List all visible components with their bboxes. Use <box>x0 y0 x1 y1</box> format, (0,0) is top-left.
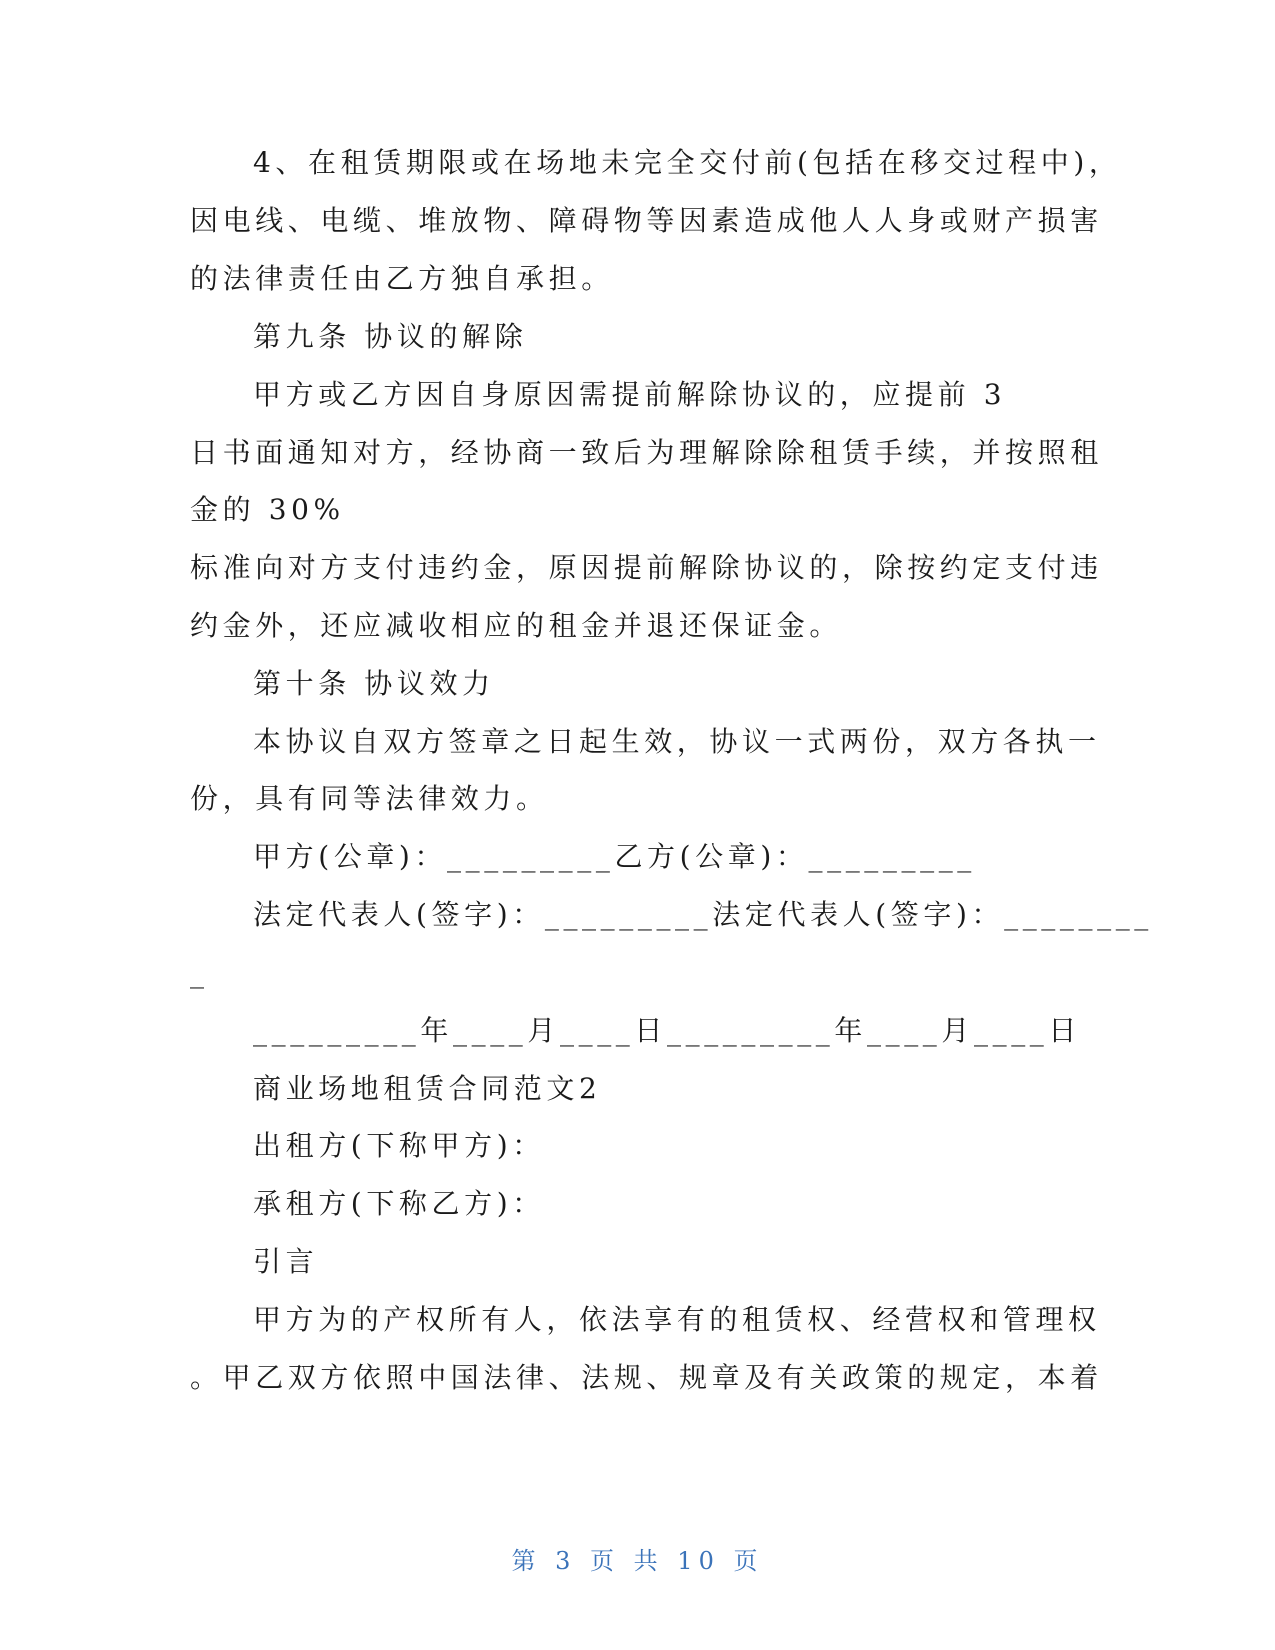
intro-heading: 引言 <box>253 1245 319 1278</box>
paragraph-line: 。甲乙双方依照中国法律、法规、规章及有关政策的规定，本着 <box>190 1361 1103 1394</box>
paragraph-line: 金的 30% <box>190 493 345 526</box>
signature-line: 法定代表人(签字)：_________法定代表人(签字)：________ <box>253 898 1153 931</box>
signature-line-overflow: _ <box>190 956 209 989</box>
lessee-line: 承租方(下称乙方)： <box>253 1187 545 1220</box>
paragraph-line: 的法律责任由乙方独自承担。 <box>190 262 614 295</box>
contract-title: 商业场地租赁合同范文2 <box>253 1072 602 1105</box>
paragraph-line: 份，具有同等法律效力。 <box>190 782 549 815</box>
paragraph-line: 本协议自双方签章之日起生效，协议一式两份，双方各执一 <box>253 725 1101 758</box>
paragraph-line: 甲方为的产权所有人，依法享有的租赁权、经营权和管理权 <box>253 1303 1101 1336</box>
paragraph-line: 约金外，还应减收相应的租金并退还保证金。 <box>190 609 843 642</box>
seal-line: 甲方(公章)：_________乙方(公章)：_________ <box>253 840 976 873</box>
paragraph-line: 甲方或乙方因自身原因需提前解除协议的，应提前 3 <box>253 378 1007 411</box>
date-line: _________年____月____日_________年____月____日 <box>253 1014 1082 1047</box>
section-heading-10: 第十条 协议效力 <box>253 667 495 700</box>
section-heading-9: 第九条 协议的解除 <box>253 320 528 353</box>
paragraph-line: 因电线、电缆、堆放物、障碍物等因素造成他人人身或财产损害 <box>190 204 1103 237</box>
paragraph-line: 4、在租赁期限或在场地未完全交付前(包括在移交过程中)， <box>253 146 1122 179</box>
paragraph-line: 标准向对方支付违约金，原因提前解除协议的，除按约定支付违 <box>190 551 1103 584</box>
lessor-line: 出租方(下称甲方)： <box>253 1129 545 1162</box>
paragraph-line: 日书面通知对方，经协商一致后为理解除除租赁手续，并按照租 <box>190 436 1103 469</box>
page-number-footer: 第 3 页 共 10 页 <box>511 1547 764 1575</box>
